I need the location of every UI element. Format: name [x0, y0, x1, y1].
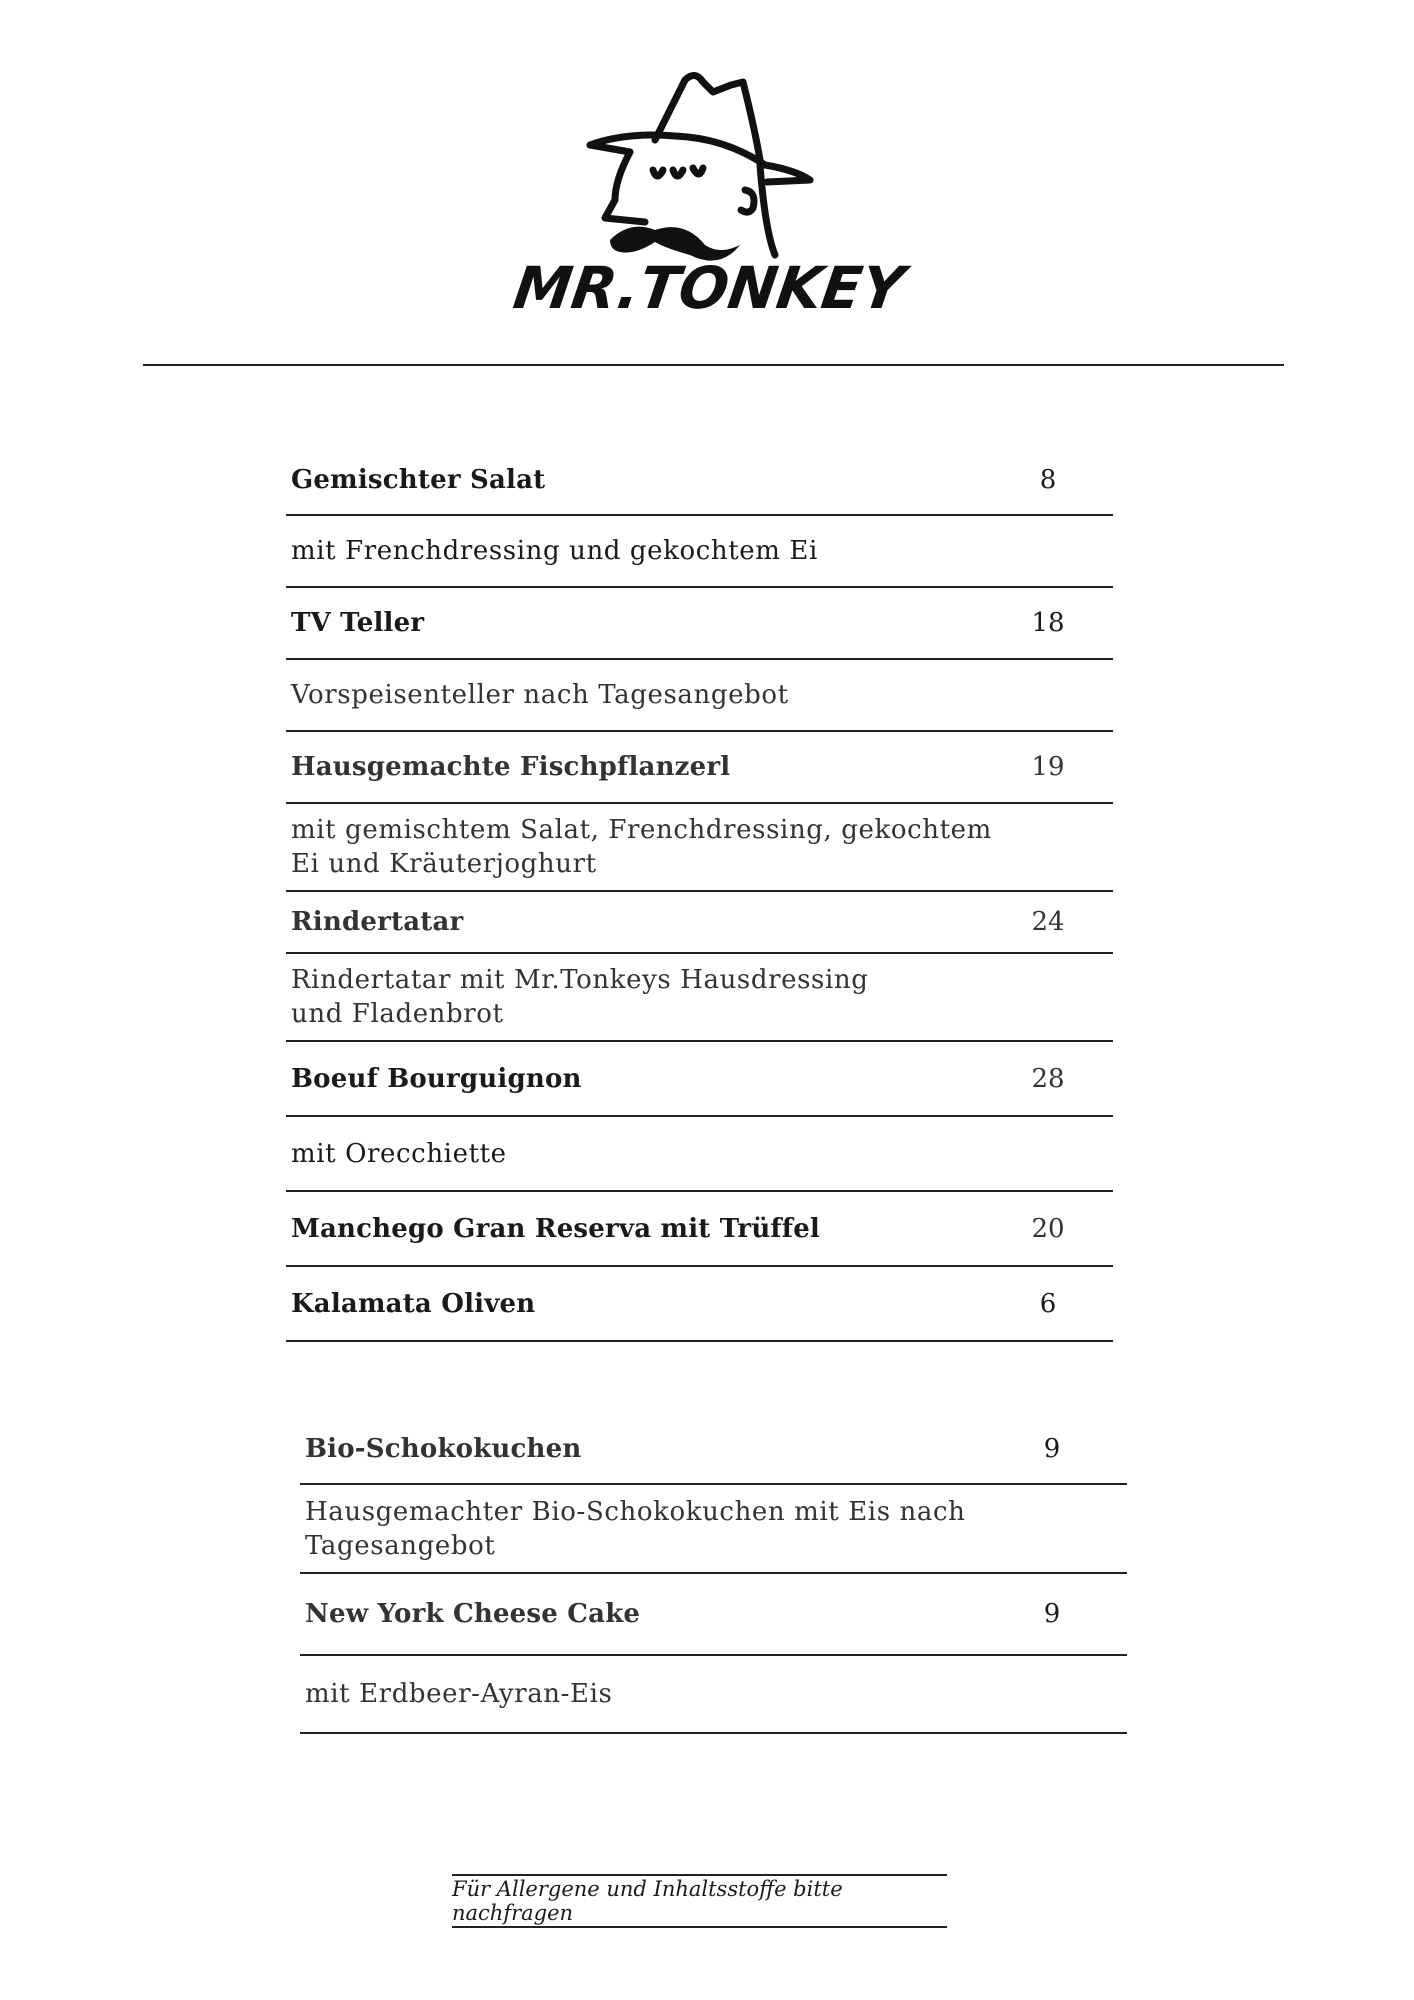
item-description [300, 1484, 1127, 1573]
item-name: Boeuf Bourguignon [291, 1063, 582, 1094]
item-name: Gemischter Salat [291, 465, 546, 495]
description-line: mit gemischtem Salat, Frenchdressing, gekochtem [291, 815, 992, 845]
description-line: und Fladenbrot [291, 999, 504, 1029]
svg-text:MR.TONKEY: MR.TONKEY [509, 254, 909, 322]
item-description: Vorspeisenteller nach Tagesangebot [291, 680, 789, 710]
menu-item-desc-row [300, 1655, 1127, 1733]
menu-item-row [286, 446, 1113, 515]
item-name: Bio-Schokokuchen [305, 1434, 582, 1464]
item-price: 19 [1031, 752, 1065, 782]
menu-item-desc-row [286, 803, 1113, 891]
description-line: Rindertatar mit Mr.Tonkeys Hausdressing [291, 965, 869, 995]
item-price: 20 [1031, 1213, 1065, 1244]
item-name: Manchego Gran Reserva mit Trüffel [291, 1213, 821, 1244]
menu-item-row [286, 1191, 1113, 1266]
menu-item-desc-row [286, 515, 1113, 587]
allergen-footnote: Für Allergene und Inhaltsstoffe bitte nachfragen [452, 1874, 947, 1928]
item-name: New York Cheese Cake [305, 1599, 641, 1629]
description-line: Ei und Kräuterjoghurt [291, 849, 597, 879]
menu-item-desc-row [300, 1484, 1127, 1573]
item-price: 9 [1043, 1599, 1061, 1629]
item-price: 6 [1039, 1288, 1057, 1319]
item-description [286, 803, 1113, 891]
menu-item-row [300, 1415, 1127, 1484]
mains-menu-table [286, 446, 1113, 1342]
menu-item-desc-row [286, 1116, 1113, 1191]
description-line: Tagesangebot [305, 1530, 496, 1561]
item-name: Hausgemachte Fischpflanzerl [291, 752, 731, 782]
header-divider [143, 364, 1284, 366]
menu-item-row [286, 731, 1113, 803]
item-description: mit Erdbeer-Ayran-Eis [305, 1679, 613, 1709]
item-price: 28 [1031, 1063, 1065, 1094]
menu-item-desc-row [286, 953, 1113, 1041]
item-description: mit Frenchdressing und gekochtem Ei [291, 536, 818, 566]
desserts-menu-table [300, 1415, 1127, 1734]
item-name: Kalamata Oliven [291, 1288, 536, 1319]
item-price: 18 [1031, 608, 1065, 638]
item-price: 9 [1043, 1434, 1061, 1464]
menu-item-row [286, 891, 1113, 953]
item-name: TV Teller [291, 608, 425, 638]
item-price: 24 [1031, 907, 1065, 937]
mr-tonkey-logo [509, 70, 909, 340]
item-price: 8 [1039, 465, 1057, 495]
item-name: Rindertatar [291, 907, 464, 937]
menu-item-row [286, 1041, 1113, 1116]
menu-item-row [286, 1266, 1113, 1341]
menu-item-desc-row [286, 659, 1113, 731]
description-line: Hausgemachter Bio-Schokokuchen mit Eis nach [305, 1496, 966, 1527]
item-description [286, 953, 1113, 1041]
menu-item-row [286, 587, 1113, 659]
item-description: mit Orecchiette [291, 1138, 507, 1169]
menu-item-row [300, 1573, 1127, 1655]
